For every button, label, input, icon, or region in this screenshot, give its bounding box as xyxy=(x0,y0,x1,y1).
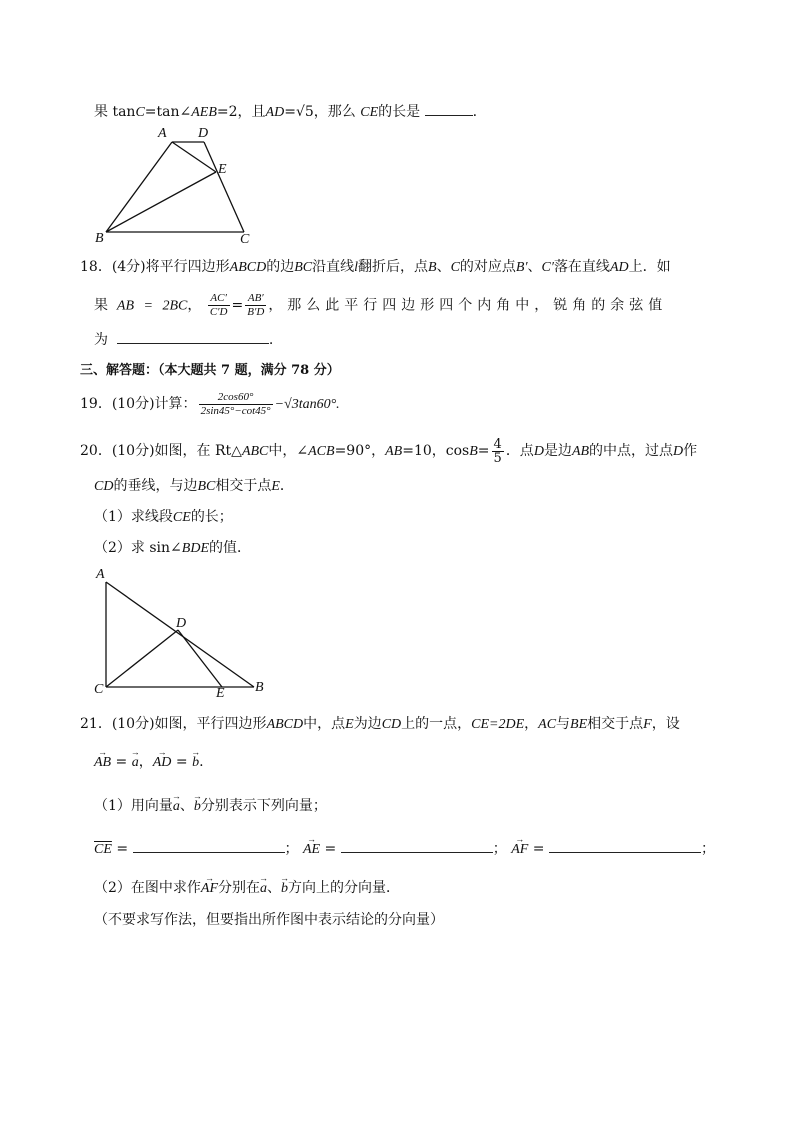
fig1-label-a: A xyxy=(158,126,167,141)
fig2-label-c: C xyxy=(94,682,104,697)
section-3-heading: 三、解答题：（本大题共 7 题，满分 78 分） xyxy=(80,363,340,378)
q21-af-blank[interactable] xyxy=(549,838,701,853)
fig1-label-c: C xyxy=(240,232,250,247)
fig2-label-b: B xyxy=(255,680,264,695)
q18-line3: 为 . xyxy=(94,329,273,350)
q20-line2: CD的垂线，与边BC相交于点E． xyxy=(94,478,294,494)
q21-vector-answers: $\overline{CE}$ = ； → AE = ； → AF = ； xyxy=(94,838,715,860)
q20-part2: （2）求 sin∠BDE的值． xyxy=(94,540,251,556)
q17-tail-line: 果 tanC=tan∠AEB=2，且AD=√5，那么 CE的长是 . xyxy=(94,101,477,123)
q19-line: 19．(10分)计算： $\frac{2\cos 60^\circ}{2\sin 45^\circ-\cot 45^\circ}$ −√3tan60°. xyxy=(80,390,340,417)
q21-part2: （2）在图中求作→ AF分别在→ a、→ b方向上的分向量． xyxy=(94,878,400,899)
q21-ce-blank[interactable] xyxy=(133,838,285,853)
q18-line1: 18．(4分)将平行四边形ABCD的边BC沿直线l翻折后，点B、C的对应点B′、C′落在直线AD上．如 xyxy=(80,259,671,275)
q20-line1: 20．(10分)如图，在 Rt△ABC中，∠ACB=90°，AB=10，cosB= $\frac{4}{5}$ ．点D是边AB的中点，过点D作 xyxy=(80,436,698,466)
fig2-label-d: D xyxy=(176,616,187,631)
fig2-label-a: A xyxy=(96,567,105,582)
fig1-label-d: D xyxy=(198,126,209,141)
q21-line1: 21．(10分)如图，平行四边形ABCD中，点E为边CD上的一点，CE=2DE，AC与BE相交于点F，设 xyxy=(80,716,680,732)
q21-line2: → AB = → a，→ AD = → b. xyxy=(94,752,204,773)
q21-ae-blank[interactable] xyxy=(341,838,493,853)
fig1-label-b: B xyxy=(95,231,104,246)
q18-answer-blank[interactable] xyxy=(117,329,269,344)
q21-note: （不要求写作法，但要指出所作图中表示结论的分向量） xyxy=(94,912,444,928)
q20-part1: （1）求线段CE的长； xyxy=(94,509,233,525)
q17-answer-blank[interactable] xyxy=(425,101,473,116)
fig1-label-e: E xyxy=(218,162,227,177)
q21-part1: （1）用向量→ a、→ b分别表示下列向量； xyxy=(94,796,327,817)
fig2-label-e: E xyxy=(216,686,225,701)
figure-right-triangle xyxy=(94,570,274,700)
q18-line2: 果 AB = 2BC， $\frac{AC'}{C'D}$ = $\frac{AB'}{B'D}$ ，那么此平行四边形四个内角中，锐角的余弦值 xyxy=(94,292,668,318)
